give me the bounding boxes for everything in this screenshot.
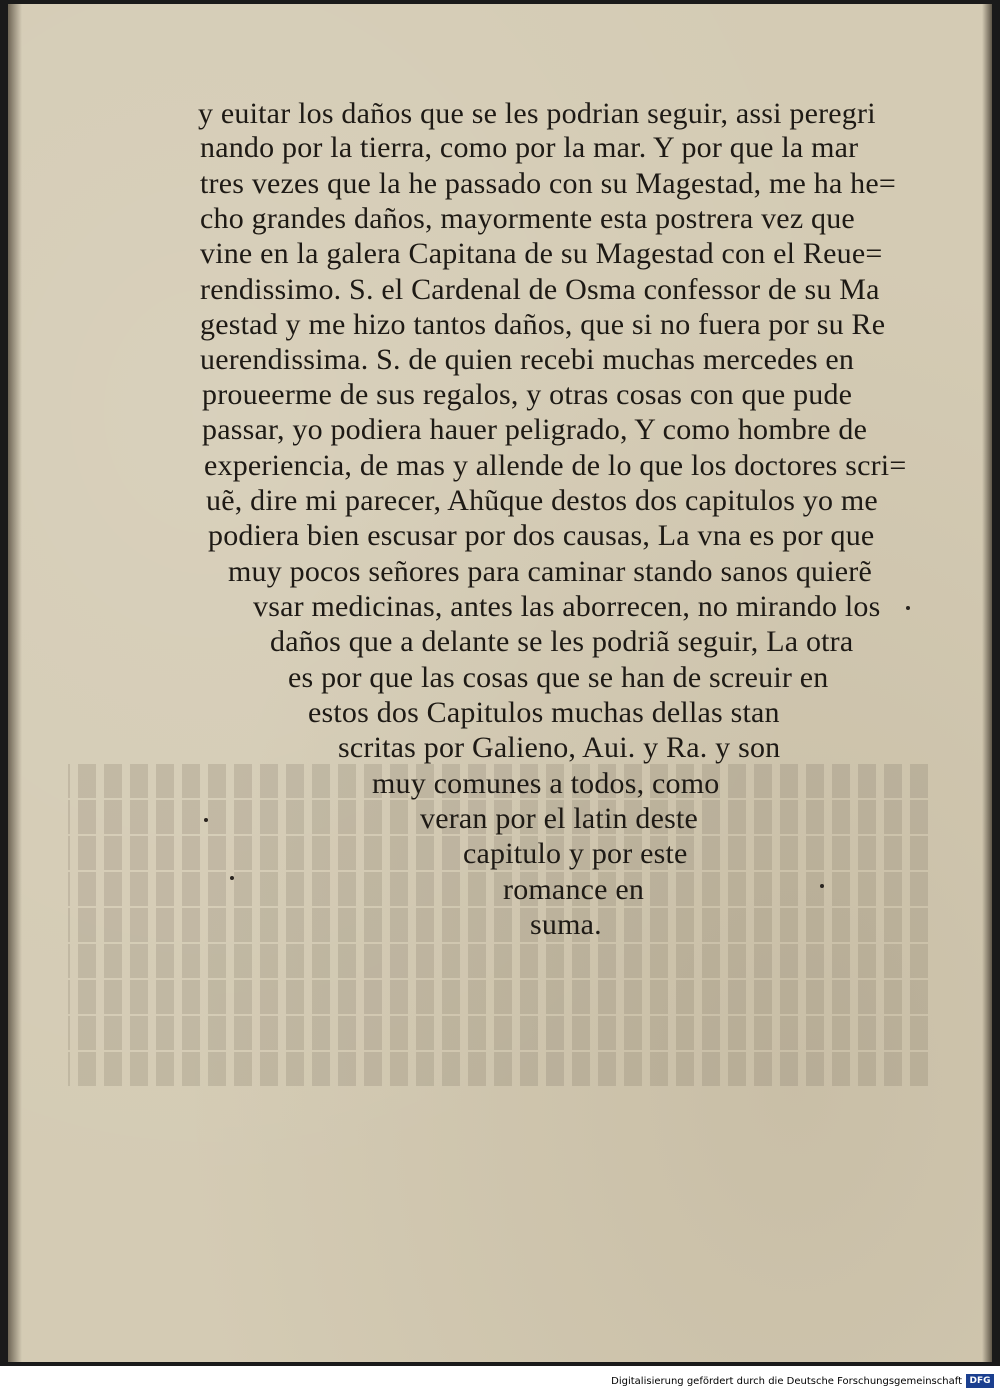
- ink-speck: [230, 876, 234, 880]
- text-line: proueerme de sus regalos, y otras cosas con que pude: [202, 378, 853, 411]
- text-line: veran por el latin deste: [420, 802, 699, 835]
- text-line: passar, yo podiera hauer peligrado, Y como hombre de: [202, 413, 868, 446]
- main-text-block: [8, 84, 992, 964]
- text-line: cho grandes daños, mayormente esta postrera vez que: [200, 202, 855, 235]
- ink-speck: [204, 818, 208, 822]
- text-line: romance en: [503, 873, 645, 906]
- text-line: podiera bien escusar por dos causas, La vna es por que: [208, 519, 875, 552]
- text-line: vsar medicinas, antes las aborrecen, no mirando los: [253, 590, 881, 623]
- text-line: muy pocos señores para caminar stando sanos quierẽ: [228, 555, 872, 588]
- text-line: scritas por Galieno, Aui. y Ra. y son: [338, 731, 781, 764]
- book-page: [8, 4, 992, 1362]
- text-line: nando por la tierra, como por la mar. Y por que la mar: [200, 131, 859, 164]
- text-line: uẽ, dire mi parecer, Ahũque destos dos capitulos yo me: [206, 484, 878, 517]
- footer-credit: Digitalisierung gefördert durch die Deutsche Forschungsgemeinschaft: [611, 1376, 962, 1387]
- text-line: rendissimo. S. el Cardenal de Osma confessor de su Ma: [200, 273, 880, 306]
- text-line: daños que a delante se les podriã seguir, La otra: [270, 625, 854, 658]
- text-line: y euitar los daños que se les podrian seguir, assi peregri: [198, 97, 876, 130]
- text-line: muy comunes a todos, como: [372, 767, 720, 800]
- text-line: gestad y me hizo tantos daños, que si no fuera por su Re: [200, 308, 886, 341]
- text-line: capitulo y por este: [463, 837, 688, 870]
- digitization-footer: [0, 1370, 1000, 1394]
- text-line: uerendissima. S. de quien recebi muchas mercedes en: [200, 343, 855, 376]
- text-line: es por que las cosas que se han de screuir en: [288, 661, 829, 694]
- ink-speck: [906, 606, 910, 610]
- text-line: vine en la galera Capitana de su Magestad con el Reue=: [200, 237, 883, 270]
- text-line: suma.: [530, 908, 602, 941]
- text-line: tres vezes que la he passado con su Magestad, me ha he=: [200, 167, 897, 200]
- ink-speck: [820, 884, 824, 888]
- dfg-logo: DFG: [966, 1374, 994, 1388]
- text-line: estos dos Capitulos muchas dellas stan: [308, 696, 780, 729]
- text-line: experiencia, de mas y allende de lo que los doctores scri=: [204, 449, 907, 482]
